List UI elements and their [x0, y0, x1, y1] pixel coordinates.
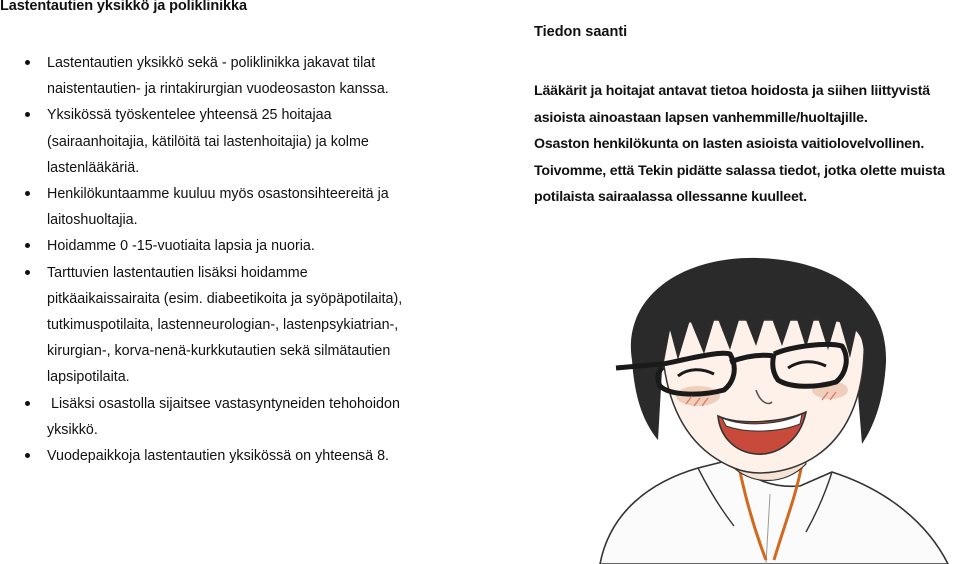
info-line: asioista ainoastaan lapsen vanhemmille/huoltajille. [534, 109, 868, 126]
bullet-dot-icon [25, 401, 30, 406]
page-title: Lastentautien yksikkö ja poliklinikka [0, 0, 247, 14]
bullet-dot-icon [25, 453, 30, 458]
list-item-line: kirurgian-, korva-nenä-kurkkutautien sekä silmätautien [47, 343, 391, 360]
info-line: Toivomme, että Tekin pidätte salassa tiedot, jotka olette muista [534, 162, 945, 179]
list-item-line: laitoshuoltajia. [47, 212, 138, 229]
list-item-line: naistentautien- ja rintakirurgian vuodeosaston kanssa. [47, 81, 389, 98]
bullet-list [0, 50, 470, 469]
list-item [0, 102, 470, 181]
list-item-line: Hoidamme 0 -15-vuotiaita lapsia ja nuoria. [47, 238, 315, 255]
nurse-drawing-icon [570, 250, 960, 564]
list-item-line: Lastentautien yksikkö sekä - poliklinikka jakavat tilat [47, 55, 376, 71]
list-item-line: (sairaanhoitajia, kätilöitä tai lastenhoitajia) ja kolme [47, 133, 369, 150]
list-item-line: Henkilökuntaamme kuuluu myös osastonsihteereitä ja [47, 186, 389, 203]
list-item-line: pitkäaikaissairaita (esim. diabeetikoita ja syöpäpotilaita), [47, 290, 403, 307]
bullet-dot-icon [25, 112, 30, 117]
bullet-dot-icon [25, 60, 30, 65]
list-item-line: tutkimuspotilaita, lastenneurologian-, lastenpsykiatrian-, [47, 317, 399, 334]
info-heading: Tiedon saanti [534, 24, 628, 40]
list-item-line: yksikkö. [47, 421, 98, 438]
info-line: potilaista sairaalassa ollessanne kuulleet. [534, 189, 807, 206]
list-item-line: Yksikössä työskentelee yhteensä 25 hoitajaa [47, 107, 332, 124]
list-item-line: Vuodepaikkoja lastentautien yksikössä on yhteensä 8. [47, 448, 390, 465]
info-line: Lääkärit ja hoitajat antavat tietoa hoidosta ja siihen liittyvistä [534, 83, 930, 99]
list-item-line: lastenlääkäriä. [47, 159, 140, 176]
list-item [0, 181, 470, 233]
bullet-dot-icon [25, 270, 30, 275]
list-item [0, 233, 470, 259]
list-item-line: Tarttuvien lastentautien lisäksi hoidamme [47, 264, 308, 281]
list-item [0, 260, 470, 391]
bullet-dot-icon [25, 243, 30, 248]
list-item-line: lapsipotilaita. [47, 369, 130, 386]
bullet-dot-icon [25, 191, 30, 196]
list-item [0, 443, 470, 469]
list-item [0, 391, 470, 443]
info-line: Osaston henkilökunta on lasten asioista vaitiolovelvollinen. [534, 136, 925, 153]
list-item [0, 50, 470, 102]
list-item-line: Lisäksi osastolla sijaitsee vastasyntyneiden tehohoidon [51, 395, 400, 412]
info-text [534, 78, 960, 211]
